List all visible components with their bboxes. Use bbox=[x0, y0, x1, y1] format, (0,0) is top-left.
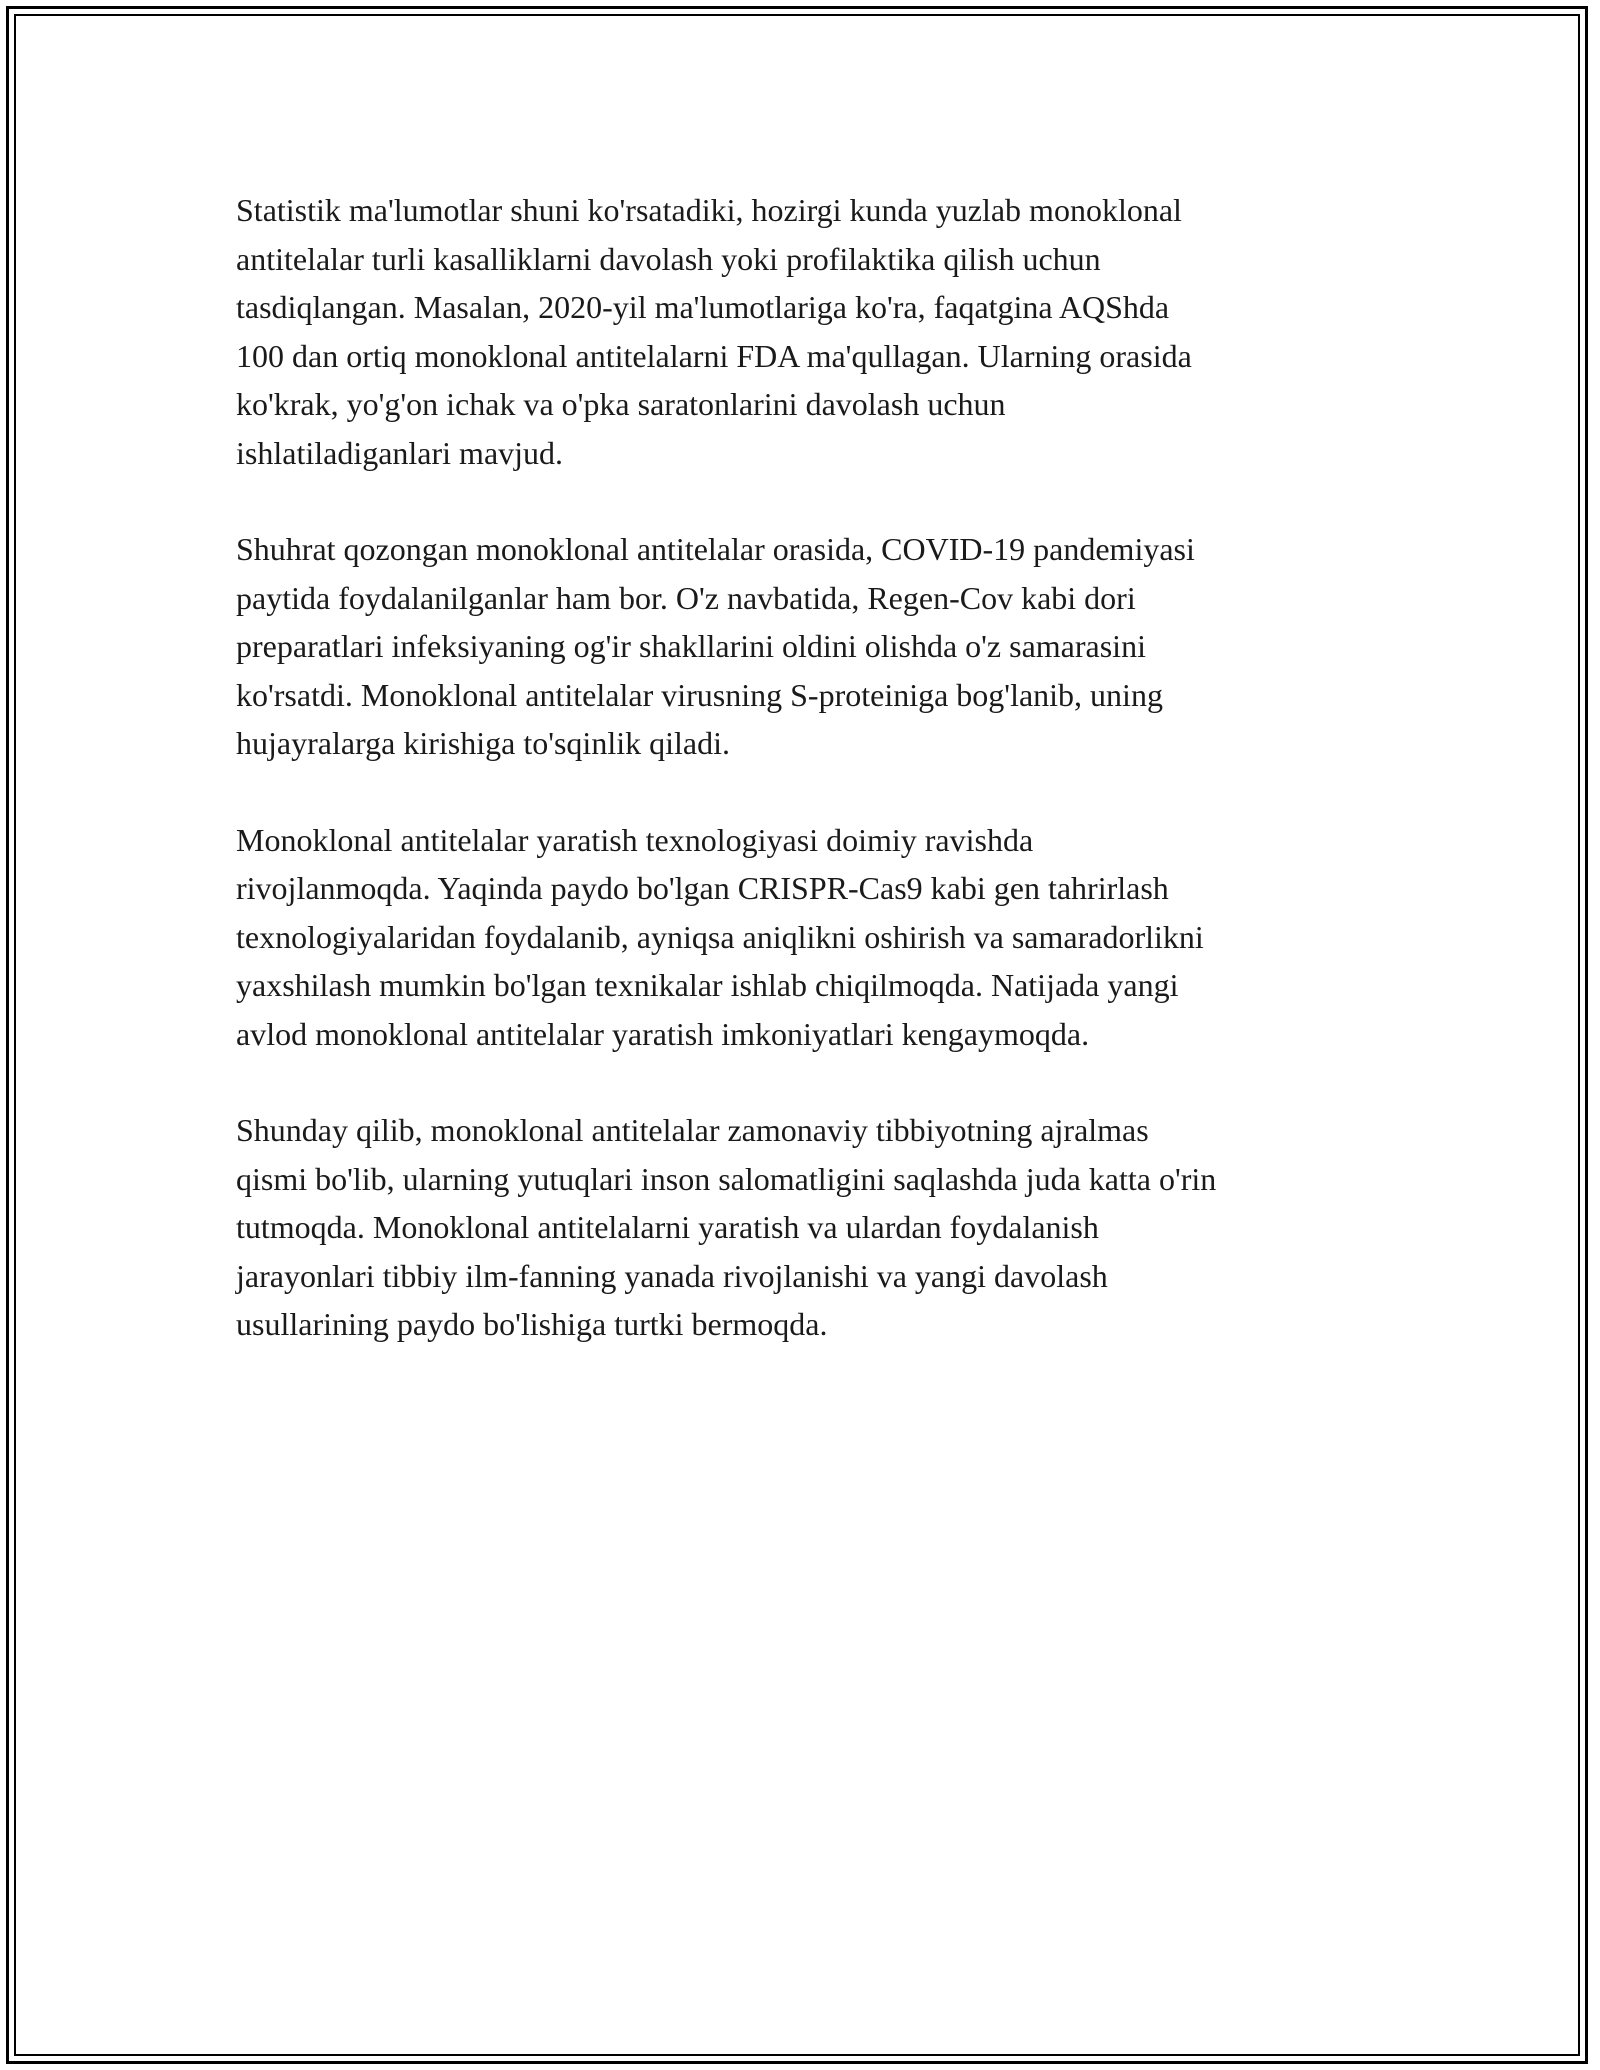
document-body bbox=[236, 186, 1366, 1397]
paragraph-statistics: Statistik ma'lumotlar shuni ko'rsatadiki, hozirgi kunda yuzlab monoklonal antitelalar turli kasalliklarni davolash yoki profilaktika qilish uchun tasdiqlangan. Masalan, 2020-yil ma'lumotlariga ko'ra, faqatgina AQShda 100 dan ortiq monoklonal antitelalarni FDA ma'qullagan. Ularning orasida ko'krak, yo'g'on ichak va o'pka saratonlarini davolash uchun ishlatiladiganlari mavjud. bbox=[236, 192, 1192, 471]
paragraph-covid: Shuhrat qozongan monoklonal antitelalar orasida, COVID-19 pandemiyasi paytida foydalanilganlar ham bor. O'z navbatida, Regen-Cov kabi dori preparatlari infeksiyaning og'ir shakllarini oldini olishda o'z samarasini ko'rsatdi. Monoklonal antitelalar virusning S-proteiniga bog'lanib, uning hujayralarga kirishiga to'sqinlik qiladi. bbox=[236, 531, 1195, 761]
paragraph-conclusion: Shunday qilib, monoklonal antitelalar zamonaviy tibbiyotning ajralmas qismi bo'lib, ularning yutuqlari inson salomatligini saqlashda juda katta o'rin tutmoqda. Monoklonal antitelalarni yaratish va ulardan foydalanish jarayonlari tibbiy ilm-fanning yanada rivojlanishi va yangi davolash usullarining paydo bo'lishiga turtki bermoqda. bbox=[236, 1112, 1217, 1342]
paragraph-technology: Monoklonal antitelalar yaratish texnologiyasi doimiy ravishda rivojlanmoqda. Yaqinda paydo bo'lgan CRISPR-Cas9 kabi gen tahrirlash texnologiyalaridan foydalanib, ayniqsa aniqlikni oshirish va samaradorlikni yaxshilash mumkin bo'lgan texnikalar ishlab chiqilmoqda. Natijada yangi avlod monoklonal antitelalar yaratish imkoniyatlari kengaymoqda. bbox=[236, 821, 1204, 1052]
